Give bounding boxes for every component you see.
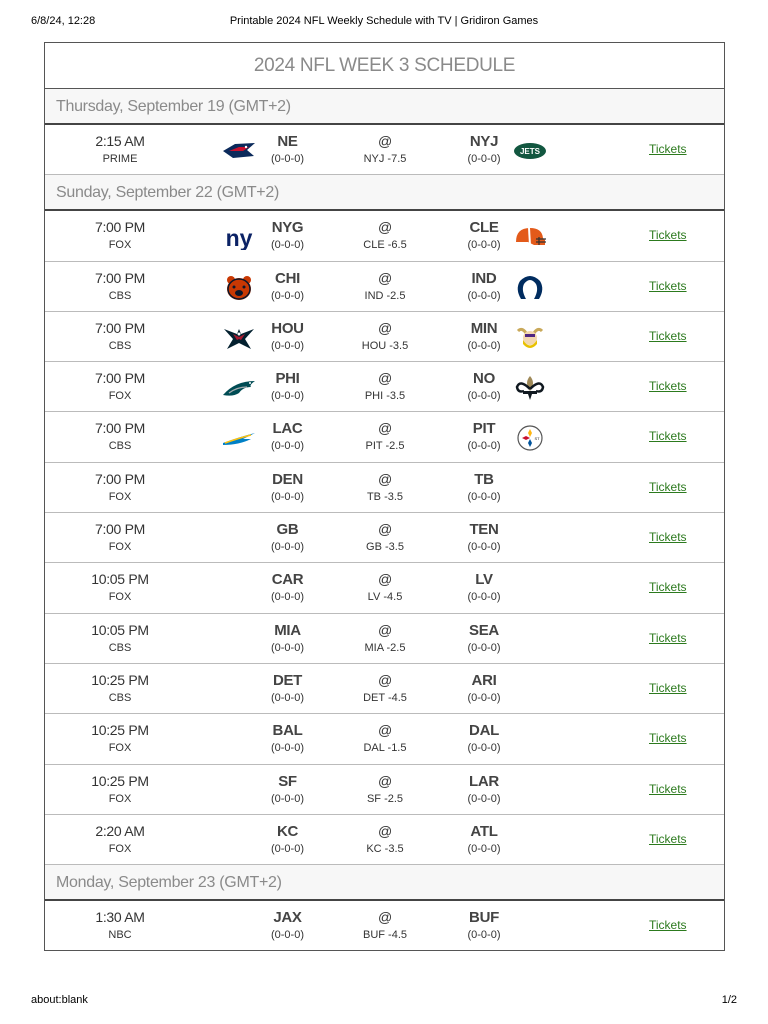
svg-text:ny: ny <box>225 225 253 251</box>
print-page-number: 1/2 <box>721 994 737 1006</box>
betting-line: TB -3.5 <box>366 490 404 503</box>
betting-line: GB -3.5 <box>366 541 404 554</box>
game-row <box>45 262 724 312</box>
at-symbol: @ <box>378 133 392 149</box>
betting-line: BUF -4.5 <box>362 929 407 942</box>
betting-line-cell <box>345 563 425 612</box>
tv-network: PRIME <box>102 153 138 165</box>
home-team: MIN <box>470 319 498 337</box>
away-record: (0-0-0) <box>270 289 304 302</box>
betting-line-cell <box>345 901 425 950</box>
betting-line: PHI -3.5 <box>364 390 406 403</box>
home-record: (0-0-0) <box>467 339 501 352</box>
home-record: (0-0-0) <box>467 153 501 165</box>
tickets-link[interactable]: Tickets <box>649 479 687 494</box>
at-symbol: @ <box>378 822 392 839</box>
betting-line: IND -2.5 <box>364 289 406 302</box>
away-team-cell <box>250 362 325 411</box>
betting-line-cell <box>345 765 425 814</box>
away-team-cell <box>250 815 325 864</box>
home-team-cell <box>445 714 523 763</box>
away-team-cell <box>250 563 325 612</box>
schedule-title: 2024 NFL WEEK 3 SCHEDULE <box>45 43 724 89</box>
home-team: ATL <box>470 822 498 840</box>
game-row <box>45 614 724 664</box>
betting-line: CLE -6.5 <box>363 239 407 252</box>
home-team: CLE <box>469 219 499 237</box>
colts-horseshoe-icon <box>512 275 548 301</box>
game-time-cell <box>70 901 170 950</box>
game-time-cell <box>70 765 170 814</box>
home-record: (0-0-0) <box>467 390 501 403</box>
away-team-cell <box>250 714 325 763</box>
jets-logo-icon <box>512 138 548 164</box>
game-row <box>45 463 724 513</box>
betting-line: DAL -1.5 <box>363 742 407 755</box>
away-team: NYG <box>271 219 304 237</box>
home-record: (0-0-0) <box>467 490 501 503</box>
game-time-cell <box>70 714 170 763</box>
game-time: 7:00 PM <box>94 420 146 437</box>
away-team: LAC <box>272 420 303 438</box>
away-team-cell <box>250 412 325 461</box>
at-symbol: @ <box>378 470 392 487</box>
tv-network: FOX <box>108 742 132 755</box>
away-team: CAR <box>271 571 304 589</box>
away-team-cell <box>250 211 325 260</box>
game-time: 7:00 PM <box>94 219 146 236</box>
away-team-cell <box>250 765 325 814</box>
betting-line: PIT -2.5 <box>365 440 405 453</box>
betting-line: KC -3.5 <box>366 842 404 855</box>
home-team: DAL <box>469 722 499 740</box>
away-team: JAX <box>273 909 302 927</box>
betting-line: HOU -3.5 <box>361 339 409 352</box>
tv-network: FOX <box>108 842 132 855</box>
game-time-cell <box>70 614 170 663</box>
betting-line-cell <box>345 664 425 713</box>
at-symbol: @ <box>378 671 392 688</box>
betting-line-cell <box>345 312 425 361</box>
game-time: 7:00 PM <box>94 470 146 487</box>
game-time-cell <box>70 463 170 512</box>
game-time: 2:15 AM <box>95 133 145 149</box>
home-team: IND <box>471 269 497 287</box>
away-team: MIA <box>274 621 301 639</box>
home-team-cell <box>445 614 523 663</box>
tv-network: CBS <box>108 440 132 453</box>
home-record: (0-0-0) <box>467 792 501 805</box>
at-symbol: @ <box>378 219 392 236</box>
betting-line-cell <box>345 211 425 260</box>
home-record: (0-0-0) <box>467 289 501 302</box>
tickets-link[interactable]: Tickets <box>649 328 687 343</box>
game-time: 7:00 PM <box>94 370 146 387</box>
away-record: (0-0-0) <box>270 541 304 554</box>
tickets-link[interactable]: Tickets <box>649 228 687 243</box>
home-team: NYJ <box>469 133 499 150</box>
away-team: HOU <box>271 319 304 337</box>
game-row <box>45 211 724 261</box>
away-team-cell <box>250 614 325 663</box>
home-team: LAR <box>469 772 499 790</box>
tickets-link[interactable]: Tickets <box>649 918 687 933</box>
home-team-cell <box>445 463 523 512</box>
game-row <box>45 513 724 563</box>
betting-line-cell <box>345 815 425 864</box>
home-record: (0-0-0) <box>467 239 501 252</box>
away-team: SF <box>278 772 297 790</box>
game-row <box>45 412 724 462</box>
away-record: (0-0-0) <box>270 153 304 165</box>
game-row <box>45 901 724 951</box>
betting-line-cell <box>345 412 425 461</box>
at-symbol: @ <box>378 722 392 739</box>
tv-network: CBS <box>108 691 132 704</box>
betting-line-cell <box>345 262 425 311</box>
tickets-link[interactable]: Tickets <box>649 831 687 846</box>
home-record: (0-0-0) <box>467 842 501 855</box>
away-record: (0-0-0) <box>270 792 304 805</box>
game-time: 7:00 PM <box>94 319 146 336</box>
tv-network: CBS <box>108 339 132 352</box>
game-time-cell <box>70 513 170 562</box>
game-row <box>45 312 724 362</box>
game-time: 10:05 PM <box>91 571 149 588</box>
tickets-link[interactable]: Tickets <box>649 278 687 293</box>
tv-network: FOX <box>108 390 132 403</box>
away-team: BAL <box>272 722 303 740</box>
away-team-cell <box>250 312 325 361</box>
print-url: about:blank <box>31 994 88 1006</box>
home-record: (0-0-0) <box>467 541 501 554</box>
game-row <box>45 563 724 613</box>
game-time: 2:20 AM <box>95 822 145 839</box>
away-team: DET <box>272 671 303 689</box>
game-time-cell <box>70 211 170 260</box>
game-time-cell <box>70 312 170 361</box>
at-symbol: @ <box>378 319 392 336</box>
at-symbol: @ <box>378 370 392 387</box>
away-record: (0-0-0) <box>270 591 304 604</box>
game-time: 1:30 AM <box>95 909 145 926</box>
home-team: TEN <box>469 521 499 539</box>
away-record: (0-0-0) <box>270 641 304 654</box>
away-team-cell <box>250 664 325 713</box>
away-team: NE <box>277 133 298 150</box>
game-time-cell <box>70 815 170 864</box>
game-row <box>45 815 724 865</box>
away-record: (0-0-0) <box>270 440 304 453</box>
svg-text:ST: ST <box>534 436 540 442</box>
print-date: 6/8/24, 12:28 <box>31 15 96 27</box>
steelers-logo-icon <box>512 425 548 451</box>
away-team-cell <box>250 901 325 950</box>
tickets-link[interactable]: Tickets <box>649 580 687 595</box>
game-time: 10:25 PM <box>91 671 149 688</box>
betting-line-cell <box>345 125 425 174</box>
home-team: BUF <box>469 909 499 927</box>
home-team-cell <box>445 901 523 950</box>
tv-network: NBC <box>108 929 132 942</box>
at-symbol: @ <box>378 269 392 286</box>
at-symbol: @ <box>378 772 392 789</box>
away-record: (0-0-0) <box>270 490 304 503</box>
home-team-cell <box>445 765 523 814</box>
betting-line-cell <box>345 513 425 562</box>
away-team-cell <box>250 262 325 311</box>
tickets-link[interactable]: Tickets <box>649 781 687 796</box>
home-record: (0-0-0) <box>467 929 501 942</box>
betting-line: SF -2.5 <box>366 792 404 805</box>
tickets-link[interactable]: Tickets <box>649 429 687 444</box>
home-team: TB <box>474 470 494 488</box>
tickets-link[interactable]: Tickets <box>649 142 687 156</box>
game-time-cell <box>70 125 170 174</box>
at-symbol: @ <box>378 571 392 588</box>
home-team-cell <box>445 513 523 562</box>
home-team-cell <box>445 563 523 612</box>
tv-network: CBS <box>108 289 132 302</box>
away-team: CHI <box>275 269 300 287</box>
tickets-link[interactable]: Tickets <box>649 630 687 645</box>
schedule-table <box>44 42 725 951</box>
tv-network: CBS <box>108 641 132 654</box>
home-record: (0-0-0) <box>467 742 501 755</box>
tickets-link[interactable]: Tickets <box>649 731 687 746</box>
home-team: NO <box>473 370 495 388</box>
tickets-link[interactable]: Tickets <box>649 379 687 394</box>
vikings-logo-icon <box>512 325 548 351</box>
game-row <box>45 714 724 764</box>
tv-network: FOX <box>108 239 132 252</box>
betting-line-cell <box>345 463 425 512</box>
day-header: Sunday, September 22 (GMT+2) <box>45 175 724 211</box>
game-time: 10:25 PM <box>91 722 149 739</box>
game-time: 7:00 PM <box>94 521 146 538</box>
game-row <box>45 362 724 412</box>
game-time: 10:05 PM <box>91 621 149 638</box>
game-row <box>45 125 724 175</box>
at-symbol: @ <box>378 521 392 538</box>
betting-line-cell <box>345 362 425 411</box>
home-record: (0-0-0) <box>467 691 501 704</box>
game-time-cell <box>70 563 170 612</box>
tv-network: FOX <box>108 591 132 604</box>
saints-fleur-icon <box>512 375 548 401</box>
at-symbol: @ <box>378 909 392 926</box>
tv-network: FOX <box>108 541 132 554</box>
away-record: (0-0-0) <box>270 742 304 755</box>
away-team: PHI <box>275 370 300 388</box>
game-time-cell <box>70 412 170 461</box>
away-team-cell <box>250 463 325 512</box>
home-record: (0-0-0) <box>467 591 501 604</box>
away-team: GB <box>276 521 299 539</box>
browns-helmet-icon <box>512 224 548 250</box>
betting-line: DET -4.5 <box>363 691 407 704</box>
away-team: KC <box>276 822 299 840</box>
home-team-cell <box>445 664 523 713</box>
away-team-cell <box>250 125 325 174</box>
betting-line: NYJ -7.5 <box>363 153 407 165</box>
tv-network: FOX <box>108 490 132 503</box>
away-team-cell <box>250 513 325 562</box>
betting-line: MIA -2.5 <box>364 641 406 654</box>
schedule-body <box>45 89 724 951</box>
game-time-cell <box>70 362 170 411</box>
away-record: (0-0-0) <box>270 239 304 252</box>
away-record: (0-0-0) <box>270 929 304 942</box>
home-team-cell <box>445 815 523 864</box>
betting-line-cell <box>345 714 425 763</box>
svg-text:JETS: JETS <box>519 147 541 156</box>
betting-line-cell <box>345 614 425 663</box>
day-header: Monday, September 23 (GMT+2) <box>45 865 724 901</box>
tickets-link[interactable]: Tickets <box>649 680 687 695</box>
away-record: (0-0-0) <box>270 390 304 403</box>
tv-network: FOX <box>108 792 132 805</box>
home-team: ARI <box>471 671 497 689</box>
away-record: (0-0-0) <box>270 339 304 352</box>
game-time-cell <box>70 664 170 713</box>
at-symbol: @ <box>378 420 392 437</box>
game-row <box>45 664 724 714</box>
home-team: LV <box>475 571 493 589</box>
game-time-cell <box>70 262 170 311</box>
game-time: 10:25 PM <box>91 772 149 789</box>
away-record: (0-0-0) <box>270 691 304 704</box>
home-record: (0-0-0) <box>467 440 501 453</box>
at-symbol: @ <box>378 621 392 638</box>
home-team: SEA <box>469 621 499 639</box>
tickets-link[interactable]: Tickets <box>649 530 687 545</box>
game-time: 7:00 PM <box>94 269 146 286</box>
print-title: Printable 2024 NFL Weekly Schedule with TV | Gridiron Games <box>229 15 539 27</box>
betting-line: LV -4.5 <box>367 591 403 604</box>
away-record: (0-0-0) <box>270 842 304 855</box>
game-row <box>45 765 724 815</box>
print-header <box>0 15 768 31</box>
away-team: DEN <box>272 470 303 488</box>
day-header: Thursday, September 19 (GMT+2) <box>45 89 724 125</box>
home-record: (0-0-0) <box>467 641 501 654</box>
home-team: PIT <box>472 420 496 438</box>
